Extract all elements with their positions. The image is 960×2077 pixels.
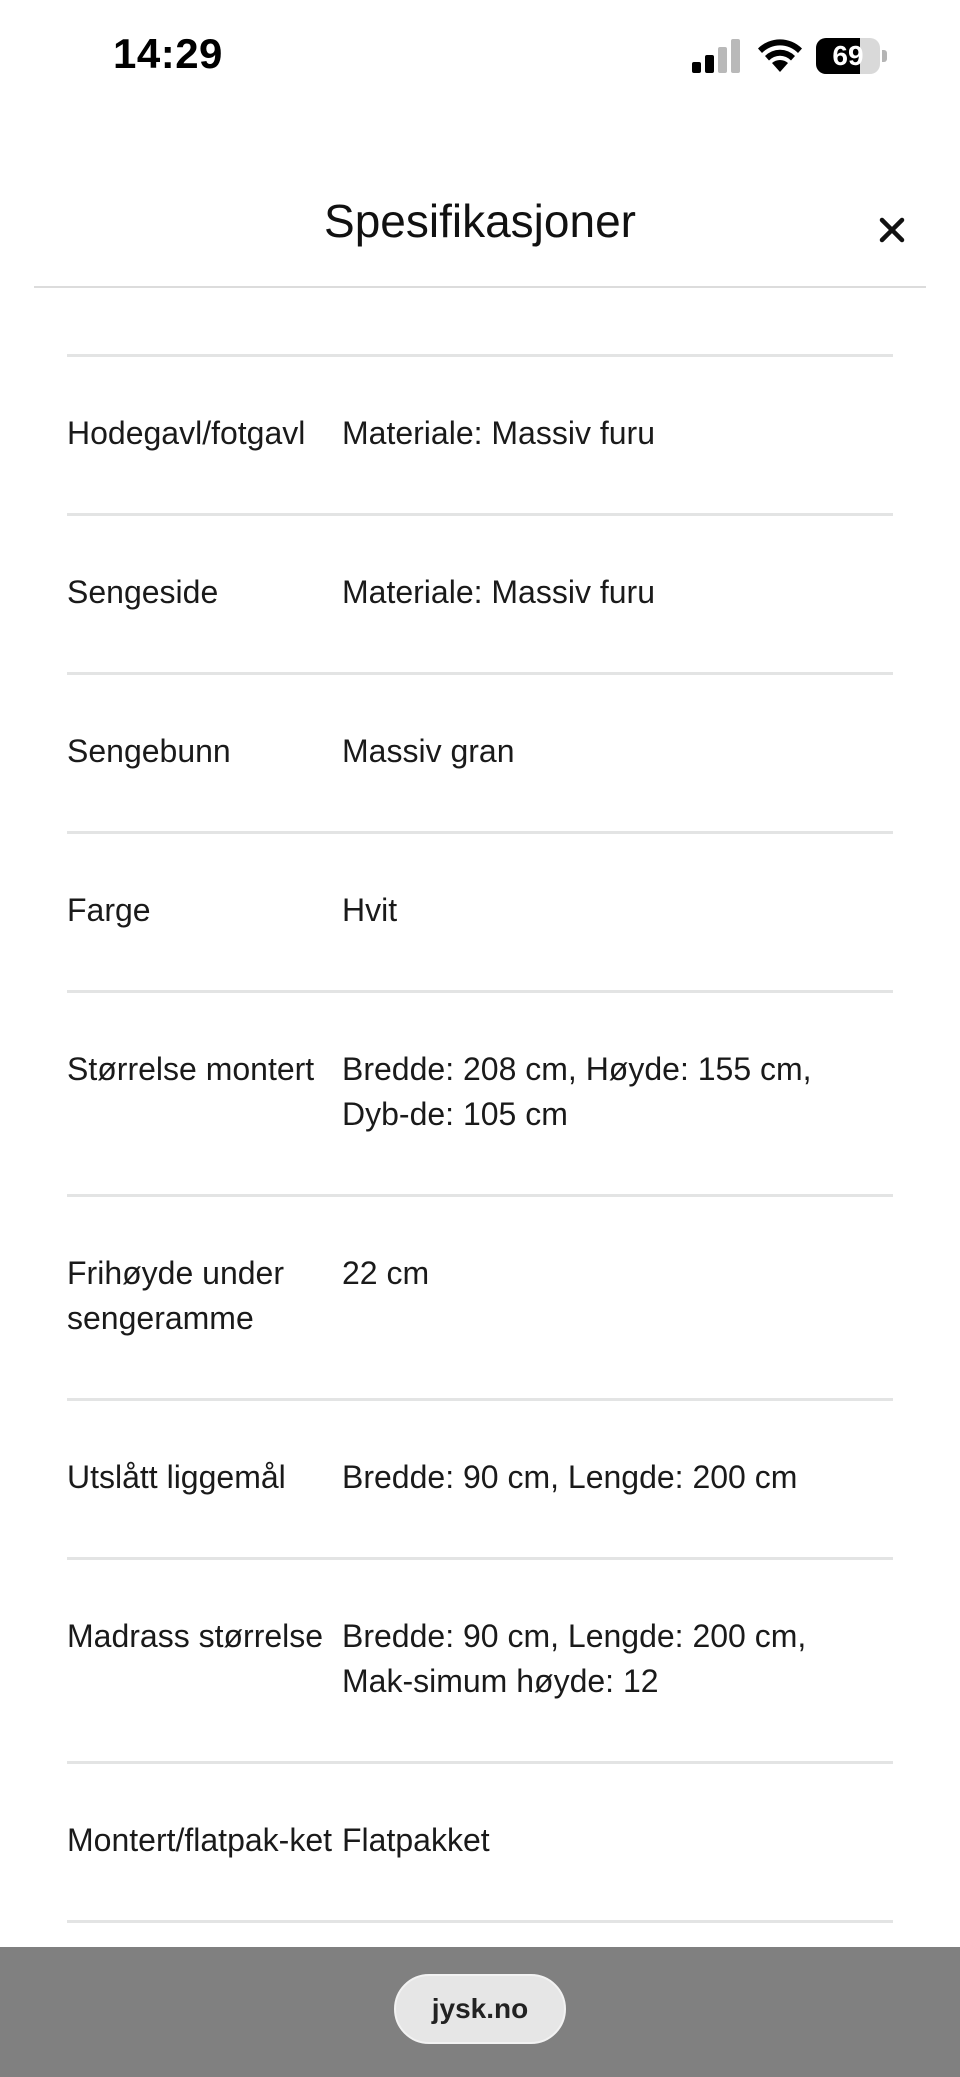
spec-row	[67, 993, 893, 1197]
battery-icon	[816, 38, 888, 74]
spec-value: Materiale: Massiv furu	[342, 574, 655, 610]
spec-value: 22 cm	[342, 1255, 430, 1291]
signal-icon	[690, 38, 742, 74]
spec-row	[67, 357, 893, 516]
spec-row	[67, 834, 893, 993]
spec-label: Hodegavl/fotgavl	[67, 415, 306, 451]
spec-row	[67, 1764, 893, 1923]
spec-row	[67, 516, 893, 675]
spec-label: Størrelse montert	[67, 1051, 315, 1087]
battery-body	[816, 38, 880, 74]
close-button[interactable]	[864, 202, 920, 258]
spec-value: Massiv gran	[342, 733, 515, 769]
spec-label: Farge	[67, 892, 151, 928]
spec-label: Utslått liggemål	[67, 1459, 286, 1495]
spec-row	[67, 675, 893, 834]
spec-label: Montert/flatpak-ket	[67, 1822, 332, 1858]
spec-label: Madrass størrelse	[67, 1618, 324, 1654]
spec-value: Bredde: 90 cm, Lengde: 200 cm, Mak-simum høyde: 12	[342, 1618, 807, 1699]
spec-list	[67, 354, 893, 1923]
url-button[interactable]: jysk.no	[394, 1974, 566, 2044]
spec-value: Hvit	[342, 892, 398, 928]
spec-row	[67, 1401, 893, 1560]
spec-value: Flatpakket	[342, 1822, 490, 1858]
close-icon	[864, 202, 920, 258]
browser-bottom-bar	[0, 1947, 960, 2077]
page-title: Spesifikasjoner	[324, 195, 636, 247]
spec-row	[67, 1560, 893, 1764]
status-time: 14:29	[113, 30, 223, 77]
wifi-icon	[756, 36, 804, 74]
sheet-header	[34, 180, 926, 288]
spec-value: Bredde: 208 cm, Høyde: 155 cm, Dyb-de: 105 cm	[342, 1051, 812, 1132]
status-bar	[0, 0, 960, 110]
spec-value: Bredde: 90 cm, Lengde: 200 cm	[342, 1459, 798, 1495]
spec-value: Materiale: Massiv furu	[342, 415, 655, 451]
spec-label: Sengeside	[67, 574, 219, 610]
spec-label: Sengebunn	[67, 733, 231, 769]
battery-level: 69	[832, 40, 864, 71]
battery-cap	[882, 50, 887, 62]
spec-row	[67, 1197, 893, 1401]
spec-label: Frihøyde under sengeramme	[67, 1255, 284, 1336]
